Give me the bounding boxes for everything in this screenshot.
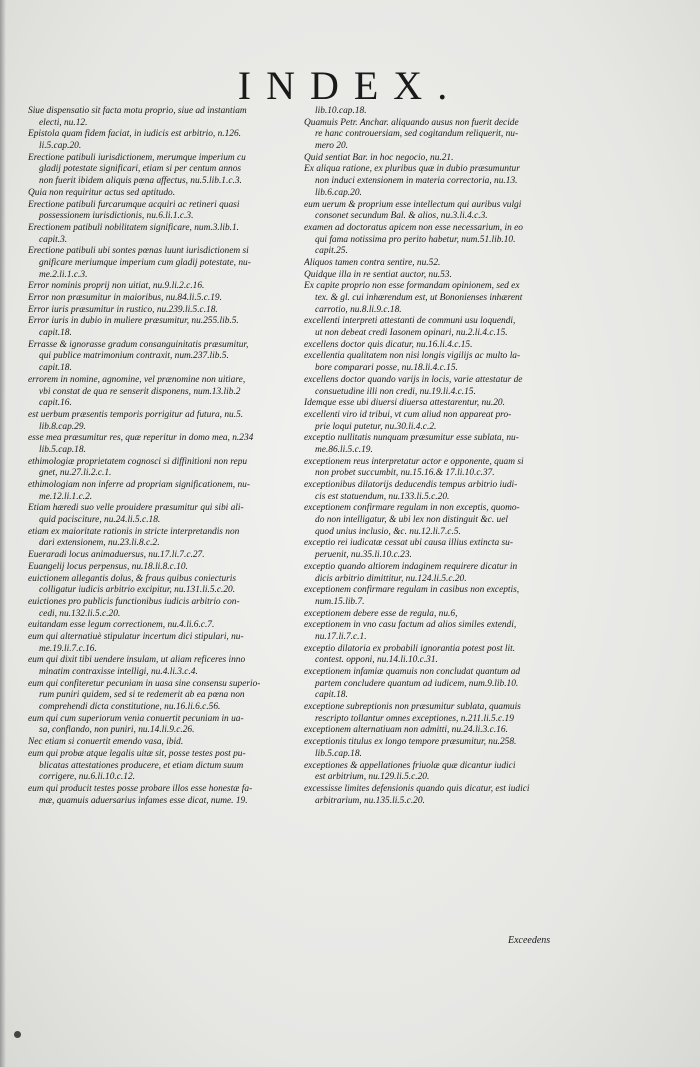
index-line: Erectione patibuli furcarumque acquiri ac retineri quasi xyxy=(28,199,240,210)
index-line: ut non debeat credi Iasonem opinari, nu.2.li.4.c.15. xyxy=(315,328,508,339)
index-line: nu.17.li.7.c.1. xyxy=(315,631,367,642)
index-line: consuetudine illi non credi, nu.19.li.4.c.15. xyxy=(315,386,476,397)
index-line: Euangelij locus perpensus, nu.18.li.8.c.10. xyxy=(28,561,188,572)
index-line: exceptionem infamiæ quamuis non concludat quantum ad xyxy=(304,667,521,677)
index-line: Aliquos tamen contra sentire, nu.52. xyxy=(304,257,441,268)
index-line: exceptio nullitatis nunquam præsumitur esse sublata, nu- xyxy=(304,433,519,444)
index-line: exceptionem debere esse de regula, nu.6, xyxy=(304,608,458,619)
index-line: exceptio dilatoria ex probabili ignorantia potest post lit. xyxy=(304,643,516,654)
index-line: corrigere, nu.6.li.10.c.12. xyxy=(39,772,135,783)
index-line: eum qui dixit tibi uendere insulam, ut aliam reficeres inno xyxy=(28,655,246,666)
index-line: exceptiones & appellationes friuolæ quæ dicantur iudici xyxy=(304,760,516,771)
index-line: rum puniri quidem, sed si te redemerit ab ea pœna non xyxy=(39,690,245,701)
index-line: me.19.li.7.c.16. xyxy=(39,643,97,654)
index-line: quod unius inclusio, &c. nu.12.li.7.c.5. xyxy=(315,526,461,537)
index-line: Erectione patibuli ubi sontes pœnas luunt iurisdictionem si xyxy=(28,246,249,257)
index-line: euitandam esse legum correctionem, nu.4.li.6.c.7. xyxy=(28,620,215,631)
index-line: consonet secundum Bal. & alios, nu.3.li.4.c.3. xyxy=(315,211,488,222)
index-line: exceptionibus dilatorijs deducendis tempus arbitrio iudi- xyxy=(304,480,518,490)
index-line: Quia non requiritur actus sed aptitudo. xyxy=(28,187,176,198)
index-line: partem concludere quantum ad iudicem, num.9.lib.10. xyxy=(315,678,519,689)
index-line: cis est statuendum, nu.133.li.5.c.20. xyxy=(315,491,450,502)
index-line: qui publice matrimonium contraxit, num.237.lib.5. xyxy=(39,351,229,362)
index-line: non induci extensionem in materia correctoria, nu.13. xyxy=(315,176,518,187)
index-line: me.12.li.1.c.2. xyxy=(39,491,93,502)
index-line: euictionem allegantis dolus, & fraus quibus coniecturis xyxy=(28,573,237,584)
index-line: Eueraradi locus animaduersus, nu.17.li.7.c.27. xyxy=(28,550,205,561)
index-line: Nec etiam si conuertit emendo vasa, ibid. xyxy=(28,737,184,748)
index-line: qui fama notissima pro perito habetur, num.51.lib.10. xyxy=(315,234,516,245)
index-line: est uerbum præsentis temporis porrigitur ad futura, nu.5. xyxy=(28,409,244,420)
index-line: excessisse limites defensionis quando quis dicatur, est iudici xyxy=(304,783,530,794)
index-line: blicatas attestationes producere, et etiam dictum suum xyxy=(39,760,244,771)
index-line: peruenit, nu.35.li.10.c.23. xyxy=(315,550,412,561)
index-line: Error iuris in dubio in muliere præsumitur, nu.255.lib.5. xyxy=(28,316,239,327)
index-line: colligatur iudicis arbitrio excipitur, nu.131.li.5.c.20. xyxy=(39,585,236,596)
index-line: gnet, nu.27.li.2.c.1. xyxy=(39,468,112,479)
index-line: Quidque illa in re sentiat auctor, nu.53. xyxy=(304,269,452,280)
index-line: capit.25. xyxy=(315,246,348,257)
index-line: Errasse & ignorasse gradum consanguinitatis præsumitur, xyxy=(28,339,249,350)
index-line: Ex aliqua ratione, ex pluribus quæ in dubio præsumuntur xyxy=(304,164,520,175)
index-line: capit.18. xyxy=(39,363,72,374)
index-line: exceptionis titulus ex longo tempore præsumitur, nu.258. xyxy=(304,737,517,748)
index-line: exceptionem reus interpretatur actor e opponente, quam si xyxy=(304,456,524,467)
index-line: do non intelligatur, & ubi lex non distinguit &c. uel xyxy=(315,515,508,526)
index-line: eum qui cum superiorum venia conuertit pecuniam in ua- xyxy=(28,713,244,724)
index-line: exceptionem alternatiuam non admitti, nu.24.li.3.c.16. xyxy=(304,725,508,736)
index-line: capit.3. xyxy=(39,234,68,245)
index-line: li.5.cap.20. xyxy=(39,141,82,152)
index-line: Erectionem patibuli nobilitatem significare, num.3.lib.1. xyxy=(28,222,240,233)
index-line: minatim contraxisse intelligi, nu.4.li.3.c.4. xyxy=(39,667,198,677)
index-line: Epistola quam fidem faciat, in iudicis est arbitrio, n.126. xyxy=(28,129,242,140)
index-line: esse mea præsumitur res, quæ reperitur in domo mea, n.234 xyxy=(28,433,254,444)
index-line: exceptione subreptionis non præsumitur sublata, quamuis xyxy=(304,702,521,713)
right-column xyxy=(304,106,572,807)
index-line: errorem in nomine, agnomine, vel prænomine non uitiare, xyxy=(28,374,246,385)
index-line: eum uerum & proprium esse intellectum qui auribus vulgi xyxy=(304,199,522,210)
index-line: prie loqui putetur, nu.30.li.4.c.2. xyxy=(315,421,437,432)
index-line: re hanc controuersiam, sed cogitandum reliquerit, nu- xyxy=(315,129,519,140)
index-line: Idemque esse ubi diuersi diuersa attestarentur, nu.20. xyxy=(304,398,505,409)
index-line: capit.16. xyxy=(39,398,72,409)
index-line: lib.5.cap.18. xyxy=(315,748,362,759)
index-line: exceptionem confirmare regulam in casibus non exceptis, xyxy=(304,585,520,596)
index-line: ethimologiam non inferre ad propriam significationem, nu- xyxy=(28,480,250,490)
index-line: lib.6.cap.20. xyxy=(315,187,362,198)
index-line: lib.10.cap.18. xyxy=(315,106,367,116)
index-line: examen ad doctoratus apicem non esse necessarium, in eo xyxy=(304,222,523,233)
index-line: euictiones pro publicis functionibus iudicis arbitrio con- xyxy=(28,596,240,607)
index-line: possessionem iurisdictionis, nu.6.li.1.c.3. xyxy=(39,211,194,222)
index-line: exceptionem confirmare regulam in non exceptis, quomo- xyxy=(304,503,520,514)
index-line: Quamuis Petr. Anchar. aliquando ausus non fuerit decide xyxy=(304,117,519,128)
index-line: sa, conflando, non puniri, nu.14.li.9.c.26. xyxy=(39,725,195,736)
page-title: INDEX. xyxy=(237,63,463,108)
index-line: eum qui probæ atque legalis uitæ sit, posse testes post pu- xyxy=(28,748,246,759)
index-line: electi, nu.12. xyxy=(39,117,88,128)
index-line: etiam ex maioritate rationis in stricte interpretandis non xyxy=(28,526,240,537)
index-line: exceptionem in vno casu factum ad alios similes extendi, xyxy=(304,620,517,631)
index-line: num.15.lib.7. xyxy=(315,596,365,607)
index-line: dicis arbitrio dimittitur, nu.124.li.5.c.20. xyxy=(315,573,467,584)
index-line: excellens doctor quando varijs in locis, varie attestatur de xyxy=(304,374,523,385)
index-line: Error iuris præsumitur in rustico, nu.239.li.5.c.18. xyxy=(28,304,218,315)
index-line: me.2.li.1.c.3. xyxy=(39,269,88,280)
index-line: contest. opponi, nu.14.li.10.c.31. xyxy=(315,655,438,666)
index-line: capit.18. xyxy=(39,328,72,339)
index-line: non fuerit ibidem aliquis pœna affectus, nu.5.lib.1.c.3. xyxy=(39,176,242,187)
index-line: ethimologiæ proprietatem cognosci si diffinitioni non repu xyxy=(28,456,248,467)
index-line: arbitrarium, nu.135.li.5.c.20. xyxy=(315,795,425,806)
page-edge-shadow xyxy=(0,0,6,1067)
index-line: lib.5.cap.18. xyxy=(39,444,86,455)
index-line: cedi, nu.132.li.5.c.20. xyxy=(39,608,121,619)
index-line: Erectione patibuli iurisdictionem, merumque imperium cu xyxy=(28,152,246,163)
left-column xyxy=(28,106,296,807)
index-line: Quid sentiat Bar. in hoc negocio, nu.21. xyxy=(304,152,454,163)
binding-hole xyxy=(14,1031,21,1038)
index-line: tex. & gl. cui inhærendum est, ut Bononienses inhærent xyxy=(315,293,523,303)
index-line: excellenti viro id tribui, vt cum aliud non appareat pro- xyxy=(304,409,512,420)
index-line: gnificare meriumque imperium cum gladij potestate, nu- xyxy=(39,257,251,268)
index-line: me.86.li.5.c.19. xyxy=(315,444,373,455)
index-line: mæ, quamuis aduersarius infames esse dicat, nume. 19. xyxy=(39,795,248,806)
index-line: exceptio rei iudicatæ cessat ubi causa illius extincta su- xyxy=(304,538,513,549)
index-line: capit.18. xyxy=(315,690,348,701)
index-line: exceptio quando altiorem indaginem requirere dicatur in xyxy=(304,561,518,572)
index-line: eum qui alternatiuè stipulatur incertum dici stipulari, nu- xyxy=(28,631,244,642)
index-line: rescripto tollantur omnes exceptiones, n.211.li.5.c.19 xyxy=(315,713,514,724)
index-line: Siue dispensatio sit facta motu proprio, siue ad instantiam xyxy=(28,106,247,116)
index-line: gladij potestate significari, etiam si per centum annos xyxy=(39,164,242,175)
index-line: carrotio, nu.8.li.9.c.18. xyxy=(315,304,402,315)
index-line: bore comparari posse, nu.18.li.4.c.15. xyxy=(315,363,458,374)
index-line: Ex capite proprio non esse formandam opinionem, sed ex xyxy=(304,281,520,292)
index-line: dari extensionem, nu.23.li.8.c.2. xyxy=(39,538,160,549)
index-line: Error nominis proprij non uitiat, nu.9.li.2.c.16. xyxy=(28,281,205,292)
index-line: excellenti interpreti attestanti de communi usu loquendi, xyxy=(304,316,516,327)
index-line: eum qui confiteretur pecuniam in uasa sine consensu superio- xyxy=(28,678,261,689)
index-line: excellens doctor quis dicatur, nu.16.li.4.c.15. xyxy=(304,339,473,350)
index-line: Etiam hæredi suo velle prouidere præsumitur qui sibi ali- xyxy=(28,503,244,514)
index-line: est arbitrium, nu.129.li.5.c.20. xyxy=(315,772,430,783)
index-line: non probet succumbit, nu.15.16.& 17.li.10.c.37. xyxy=(315,468,495,479)
index-line: vbi constat de qua re senserit disponens, num.13.lib.2 xyxy=(39,386,241,397)
index-line: comprehendi dicta constitutione, nu.16.li.6.c.56. xyxy=(39,702,221,713)
index-line: quid pacisciture, nu.24.li.5.c.18. xyxy=(39,515,161,526)
index-line: mero 20. xyxy=(315,141,348,152)
index-line: excellentia qualitatem non nisi longis vigilijs ac multo la- xyxy=(304,351,521,362)
index-line: Error non præsumitur in maioribus, nu.84.li.5.c.19. xyxy=(28,293,222,303)
index-line: eum qui producit testes posse probare illos esse honestæ fa- xyxy=(28,783,253,794)
catchword: Exceedens xyxy=(508,935,551,946)
index-line: lib.8.cap.29. xyxy=(39,421,86,432)
